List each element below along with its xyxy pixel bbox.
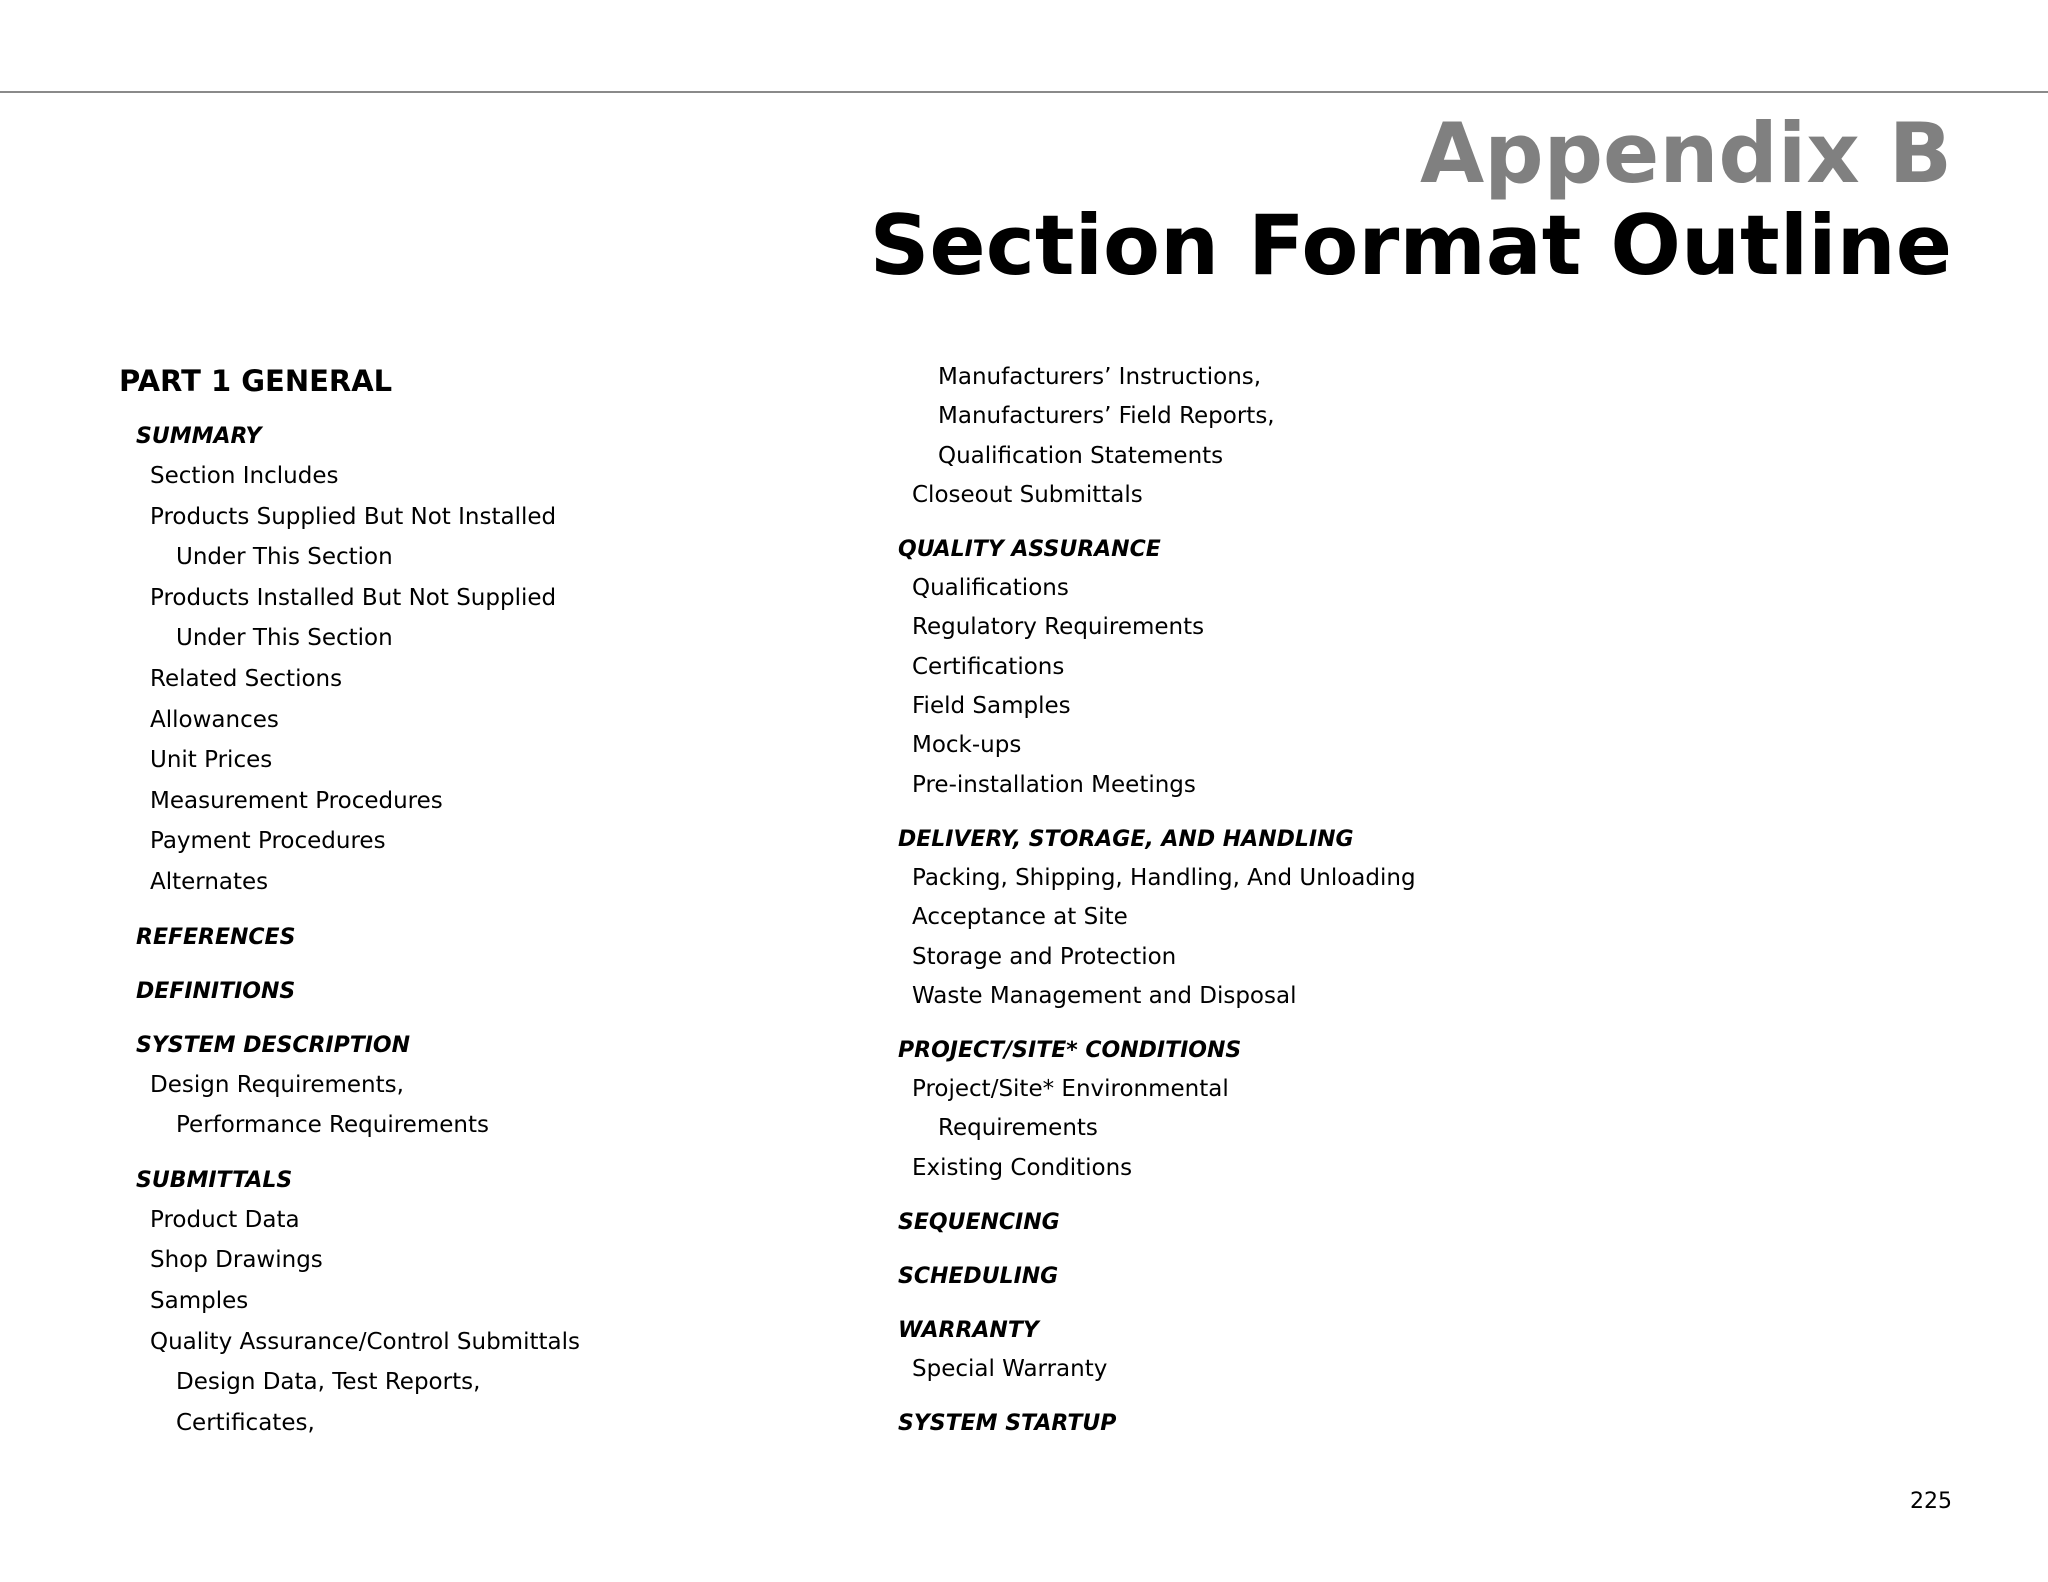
page-number: 225 (1910, 1489, 1952, 1514)
paragraph-item: Section Includes (150, 463, 339, 489)
paragraph-item: Allowances (150, 706, 279, 733)
article-heading-warranty: WARRANTY (898, 1318, 1039, 1344)
paragraph-item: Shop Drawings (150, 1247, 323, 1274)
paragraph-item: Quality Assurance/Control Submittals (150, 1328, 580, 1355)
paragraph-item: Alternates (150, 868, 269, 895)
article-heading-sequencing: SEQUENCING (898, 1210, 1060, 1236)
article-heading-system-description: SYSTEM DESCRIPTION (136, 1032, 411, 1058)
article-heading-quality-assurance: QUALITY ASSURANCE (898, 537, 1161, 563)
page-title: Section Format Outline (869, 197, 1952, 294)
paragraph-item: Closeout Submittals (912, 481, 1143, 508)
title-block (869, 105, 1952, 294)
paragraph-item: Measurement Procedures (150, 787, 443, 814)
paragraph-item: Special Warranty (912, 1356, 1108, 1383)
paragraph-item-continued: Qualification Statements (938, 442, 1224, 469)
paragraph-item: Packing, Shipping, Handling, And Unloading (912, 864, 1416, 891)
article-heading-definitions: DEFINITIONS (136, 978, 296, 1004)
paragraph-item: Unit Prices (150, 747, 273, 774)
paragraph-item: Acceptance at Site (912, 904, 1128, 931)
paragraph-item: Product Data (150, 1206, 300, 1233)
paragraph-item-continued: Manufacturers’ Instructions, (938, 364, 1262, 390)
article-heading-system-startup: SYSTEM STARTUP (898, 1411, 1117, 1437)
paragraph-item: Products Supplied But Not Installed (150, 503, 557, 530)
paragraph-item: Existing Conditions (912, 1154, 1133, 1181)
right-column (898, 358, 1598, 1443)
paragraph-item: Products Installed But Not Supplied (150, 584, 557, 611)
left-column (119, 362, 819, 1443)
paragraph-item-continued: Under This Section (176, 625, 393, 652)
paragraph-item: Certifications (912, 653, 1065, 680)
article-heading-project-site-conditions: PROJECT/SITE* CONDITIONS (898, 1038, 1242, 1064)
paragraph-item: Pre-installation Meetings (912, 771, 1196, 798)
paragraph-item: Related Sections (150, 665, 343, 692)
paragraph-item-continued: Manufacturers’ Field Reports, (938, 403, 1275, 430)
part-heading: PART 1 GENERAL (119, 364, 393, 398)
paragraph-item-continued: Requirements (938, 1115, 1098, 1142)
paragraph-item: Waste Management and Disposal (912, 982, 1297, 1009)
paragraph-item: Design Requirements, (150, 1071, 404, 1098)
paragraph-item-continued: Under This Section (176, 544, 393, 571)
paragraph-item: Storage and Protection (912, 943, 1177, 970)
paragraph-item: Qualifications (912, 575, 1069, 602)
paragraph-item-continued: Certificates, (176, 1409, 315, 1436)
article-heading-scheduling: SCHEDULING (898, 1264, 1059, 1290)
paragraph-item: Samples (150, 1287, 249, 1314)
article-heading-delivery: DELIVERY, STORAGE, AND HANDLING (898, 826, 1354, 852)
appendix-label: Appendix B (1419, 105, 1952, 202)
article-heading-summary: SUMMARY (136, 424, 262, 449)
paragraph-item: Regulatory Requirements (912, 614, 1205, 641)
paragraph-item: Mock-ups (912, 732, 1022, 759)
paragraph-item: Project/Site* Environmental (912, 1076, 1229, 1103)
paragraph-item-continued: Design Data, Test Reports, (176, 1369, 481, 1396)
paragraph-item: Payment Procedures (150, 828, 386, 855)
article-heading-submittals: SUBMITTALS (136, 1167, 293, 1193)
top-rule (0, 91, 2048, 93)
paragraph-item: Field Samples (912, 693, 1071, 720)
article-heading-references: REFERENCES (136, 924, 296, 950)
paragraph-item-continued: Performance Requirements (176, 1112, 489, 1139)
